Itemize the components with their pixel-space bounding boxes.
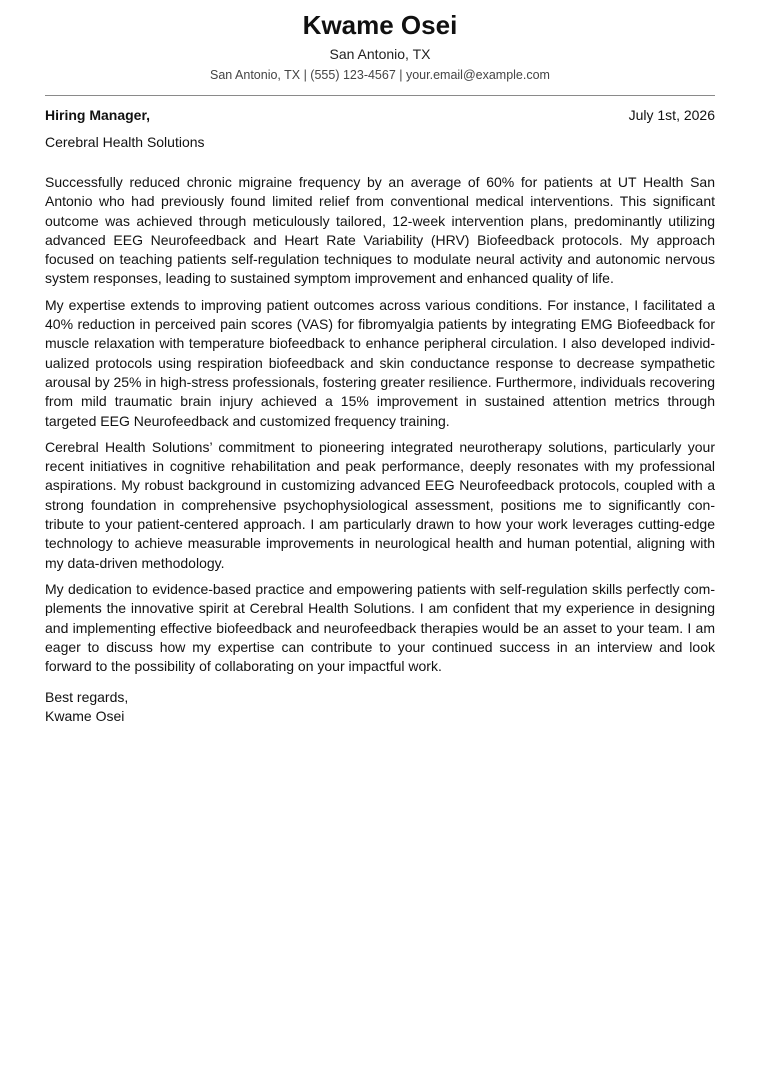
- recipient-date-row: [45, 105, 715, 125]
- contact-line: San Antonio, TX | (555) 123-4567 | your.email@example.com: [210, 68, 550, 82]
- letter-header: [45, 0, 715, 84]
- applicant-name: Kwame Osei: [302, 10, 458, 40]
- header-divider: [45, 95, 715, 96]
- body-paragraph: My dedication to evidence-based practice and empowering patients with self-regulation skills perfectly complements the innovative spirit at Cerebral Health Solutions. I am confident that my experience in designing and implementing effective biofeedback and neurofeedback therapies would be an asset to your team. I am eager to discuss how my expertise can contribute to your continued success in an interview and look forward to the possibility of collaborating on your impactful work.: [45, 580, 715, 675]
- body-paragraph: Cerebral Health Solutions’ commitment to pioneering integrated neurotherapy solutions, particularly your recent initiatives in cognitive rehabilitation and peak performance, deeply resonates with my professional aspirations. My robust background in customizing advanced EEG Neurofeedback protocols, coupled with a strong foundation in comprehensive psychophysiological assessment, positions me to significantly contribute to your patient-centered approach. I am particularly drawn to how your work leverages cutting-edge technology to achieve measurable improvements in neurological health and human potential, aligning with my data-driven methodology.: [45, 438, 715, 571]
- applicant-city: San Antonio, TX: [329, 46, 431, 62]
- closing-phrase: Best regards,: [45, 689, 129, 706]
- letter-body: [45, 173, 715, 676]
- letter-closing: [45, 688, 715, 726]
- letter-date: July 1st, 2026: [628, 107, 715, 123]
- salutation: Hiring Manager,: [45, 107, 151, 123]
- body-paragraph: Successfully reduced chronic migraine frequency by an average of 60% for patients at UT Health San Antonio who had previously found limited relief from conventional medical interventions. This significant outcome was achieved through meticulously tailored, 12-week intervention plans, predominantly utilizing advanced EEG Neurofeedback and Heart Rate Variability (HRV) Biofeedback protocols. My approach focused on teaching patients self-regulation techniques to modulate neural activity and autonomic nervous system responses, leading to sustained symptom improvement and enhanced quality of life.: [45, 174, 715, 287]
- recipient-company: Cerebral Health Solutions: [45, 134, 205, 150]
- body-paragraph: My expertise extends to improving patient outcomes across various conditions. For instance, I facilitated a 40% reduction in perceived pain scores (VAS) for fibromyalgia patients by integrating EMG Biofeedback for muscle relaxation with temperature biofeedback to enhance peripheral circulation. I also developed individualized protocols using respiration biofeedback and skin conductance response to decrease sympathetic arousal by 25% in high-stress professionals, fostering greater resilience. Furthermore, individuals recovering from mild traumatic brain injury achieved a 15% improvement in sustained attention metrics through targeted EEG Neurofeedback and customized frequency training.: [45, 296, 715, 429]
- signature-name: Kwame Osei: [45, 708, 125, 725]
